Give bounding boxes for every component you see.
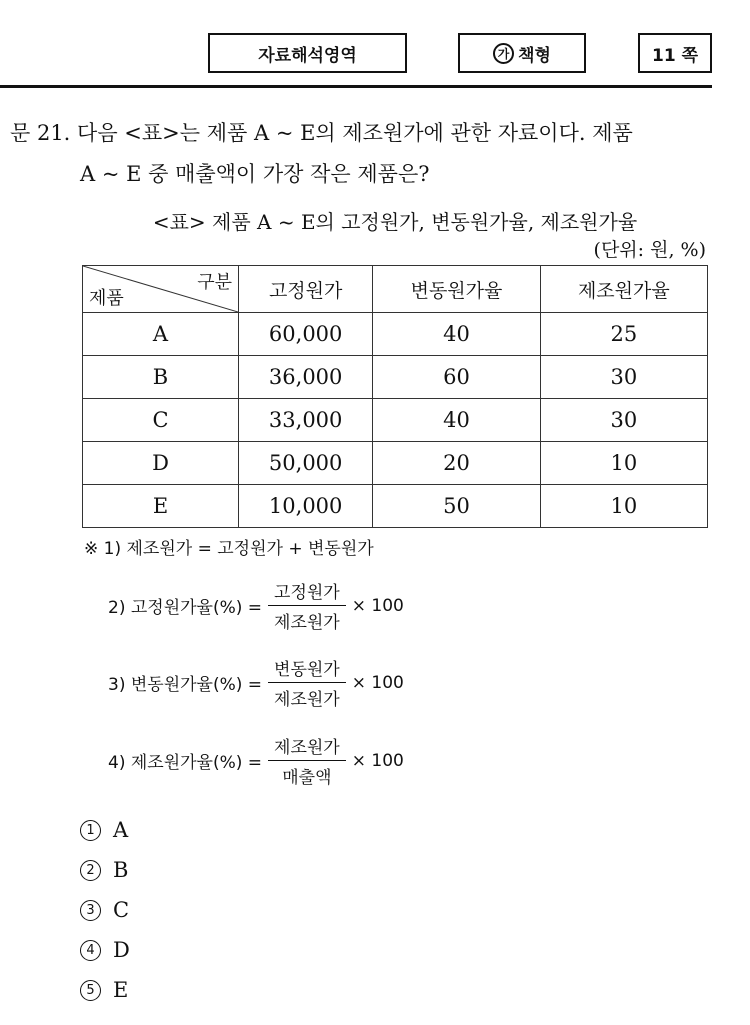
product-cell: C [83, 399, 239, 442]
table-row [83, 442, 708, 485]
option-label: A [113, 818, 129, 842]
booklet-type-label: 책형 [518, 45, 551, 66]
header-mfg-rate: 제조원가율 [540, 266, 707, 313]
cost-table [82, 265, 708, 528]
option-3[interactable] [80, 898, 129, 922]
question-number: 문 21. [10, 121, 71, 145]
header-rule [0, 85, 712, 88]
table-caption: <표> 제품 A ~ E의 고정원가, 변동원가율, 제조원가율 [152, 210, 638, 234]
option-label: E [113, 978, 129, 1002]
booklet-type-box [458, 33, 586, 73]
formula-fixed-rate [108, 578, 404, 633]
note-1: ※ 1) 제조원가 = 고정원가 + 변동원가 [84, 539, 374, 559]
table-unit: (단위: 원, %) [593, 239, 706, 261]
variable-rate-cell: 40 [373, 399, 540, 442]
question-line-1 [10, 120, 633, 146]
corner-bottom-label: 제품 [89, 288, 124, 309]
table-row [83, 356, 708, 399]
product-cell: D [83, 442, 239, 485]
mfg-rate-cell: 30 [540, 399, 707, 442]
variable-rate-cell: 20 [373, 442, 540, 485]
formula-mfg-rate [108, 733, 404, 788]
variable-rate-cell: 50 [373, 485, 540, 528]
option-5[interactable] [80, 978, 128, 1002]
option-1[interactable] [80, 818, 128, 842]
question-line-2 [80, 161, 430, 187]
table-row [83, 485, 708, 528]
product-cell: E [83, 485, 239, 528]
denominator: 제조원가 [274, 613, 340, 633]
option-label: C [113, 898, 130, 922]
question-text-1: 다음 <표>는 제품 A ~ E의 제조원가에 관한 자료이다. 제품 [77, 121, 633, 145]
section-title-box [208, 33, 407, 73]
page-number: 11 쪽 [652, 45, 698, 66]
option-number-icon: 2 [80, 860, 101, 881]
fraction [268, 655, 346, 710]
formula-tail: × 100 [351, 595, 404, 616]
mfg-rate-cell: 25 [540, 313, 707, 356]
fixed-cost-cell: 50,000 [239, 442, 373, 485]
denominator: 제조원가 [274, 690, 340, 710]
header-fixed-cost: 고정원가 [239, 266, 373, 313]
denominator: 매출액 [282, 768, 332, 788]
section-title: 자료해석영역 [258, 45, 357, 66]
fixed-cost-cell: 60,000 [239, 313, 373, 356]
formula-lhs: 4) 제조원가율(%) = [108, 753, 263, 773]
fraction [268, 733, 346, 788]
table-row [83, 399, 708, 442]
option-2[interactable] [80, 858, 128, 882]
booklet-type-mark: 가 [493, 43, 514, 64]
formula-tail: × 100 [351, 750, 404, 771]
formula-tail: × 100 [351, 672, 404, 693]
page-number-box [638, 33, 712, 73]
numerator: 고정원가 [268, 578, 346, 606]
option-number-icon: 1 [80, 820, 101, 841]
corner-cell [83, 266, 239, 313]
option-number-icon: 3 [80, 900, 101, 921]
corner-top-label: 구분 [197, 272, 232, 293]
formula-lhs: 2) 고정원가율(%) = [108, 598, 263, 618]
table-row [83, 313, 708, 356]
fixed-cost-cell: 10,000 [239, 485, 373, 528]
fraction [268, 578, 346, 633]
option-number-icon: 4 [80, 940, 101, 961]
product-cell: A [83, 313, 239, 356]
variable-rate-cell: 60 [373, 356, 540, 399]
option-label: B [113, 858, 129, 882]
numerator: 제조원가 [268, 733, 346, 761]
formula-variable-rate [108, 655, 404, 710]
option-number-icon: 5 [80, 980, 101, 1001]
question-text-2: A ~ E 중 매출액이 가장 작은 제품은? [80, 162, 430, 186]
numerator: 변동원가 [268, 655, 346, 683]
mfg-rate-cell: 30 [540, 356, 707, 399]
option-4[interactable] [80, 938, 130, 962]
variable-rate-cell: 40 [373, 313, 540, 356]
formula-lhs: 3) 변동원가율(%) = [108, 675, 263, 695]
fixed-cost-cell: 36,000 [239, 356, 373, 399]
fixed-cost-cell: 33,000 [239, 399, 373, 442]
mfg-rate-cell: 10 [540, 442, 707, 485]
mfg-rate-cell: 10 [540, 485, 707, 528]
table-header-row [83, 266, 708, 313]
option-label: D [113, 938, 130, 962]
header-variable-rate: 변동원가율 [373, 266, 540, 313]
product-cell: B [83, 356, 239, 399]
